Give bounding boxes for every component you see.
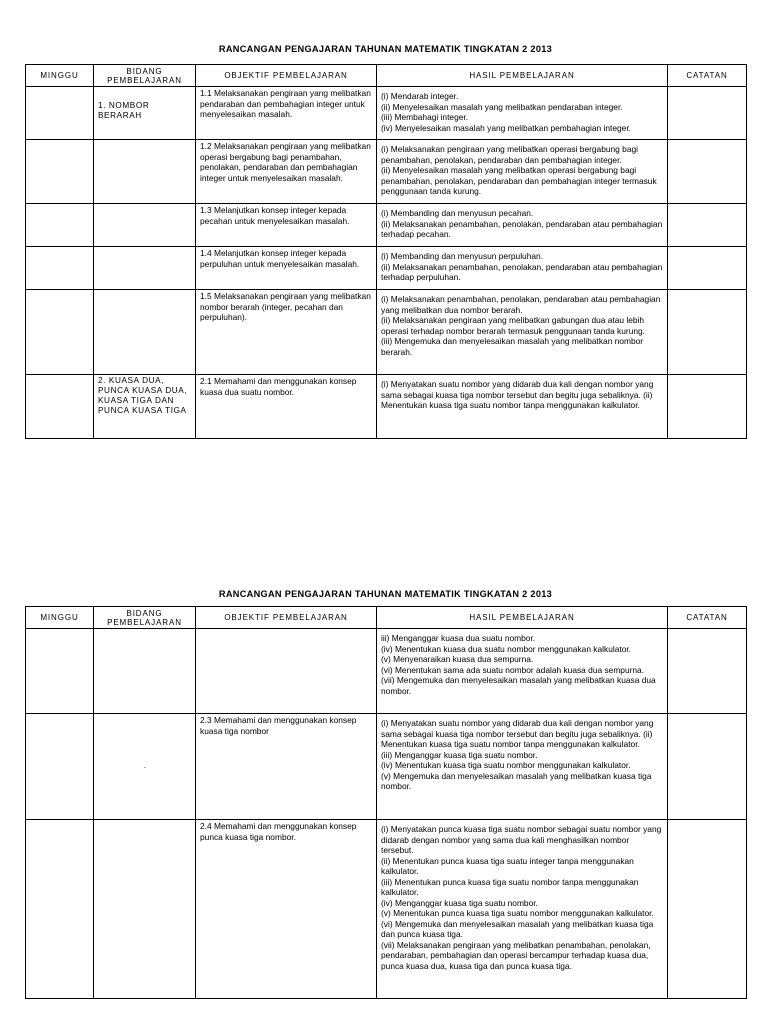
page-2 [25,587,746,999]
table-header-row [26,607,747,629]
hasil-cell: (i) Menyatakan suatu nombor yang didarab dua kali dengan nombor yang sama sebagai kuasa tiga nombor tersebut dan begitu juga sebaliknya. (ii) Menentukan kuasa tiga suatu nombor tanpa menggunakan kalkulator. [377,375,668,439]
table-row [26,204,747,247]
header-bidang: BIDANG PEMBELAJARAN [94,607,196,629]
catatan-cell [668,820,747,999]
hasil-cell: (i) Melaksanakan penambahan, penolakan, pendaraban atau pembahagian yang melibatkan dua nombor berarah. (ii) Melaksanakan pengiraan yang melibatkan gabungan dua atau lebih operasi terhadap nombor berarah termasuk penggunaan tanda kurung. (iii) Mengemuka dan menyelesaikan masalah yang melibatkan nombor berarah. [377,290,668,375]
minggu-cell [26,375,94,439]
table-row [26,629,747,714]
objektif-cell: 1.5 Melaksanakan pengiraan yang melibatkan nombor berarah (integer, pecahan dan perpuluhan). [196,290,377,375]
bidang-cell: 2. KUASA DUA, PUNCA KUASA DUA, KUASA TIGA DAN PUNCA KUASA TIGA [94,375,196,439]
header-bidang: BIDANG PEMBELAJARAN [94,65,196,87]
catatan-cell [668,87,747,140]
minggu-cell [26,87,94,140]
hasil-cell: iii) Menganggar kuasa dua suatu nombor. (iv) Menentukan kuasa dua suatu nombor menggunakan kalkulator. (v) Menyenaraikan kuasa dua sempurna. (vi) Menentukan sama ada suatu nombor adalah kuasa dua sempurna. (vii) Mengemuka dan menyelesaikan masalah yang melibatkan kuasa dua nombor. [377,629,668,714]
objektif-cell: 1.1 Melaksanakan pengiraan yang melibatkan pendaraban dan pembahagian integer untuk menyelesaikan masalah. [196,87,377,140]
bidang-cell [94,290,196,375]
bidang-cell [94,629,196,714]
dot-mark: . [143,761,147,771]
table-row [26,87,747,140]
minggu-cell [26,629,94,714]
table-row [26,714,747,820]
objektif-cell: 2.4 Memahami dan menggunakan konsep punca kuasa tiga nombor. [196,820,377,999]
table-row [26,375,747,439]
bidang-cell [94,714,196,820]
bidang-cell [94,247,196,290]
header-hasil: HASIL PEMBELAJARAN [377,607,668,629]
objektif-cell: 1.3 Melanjutkan konsep integer kepada pecahan untuk menyelesaikan masalah. [196,204,377,247]
bidang-cell [94,204,196,247]
header-minggu: MINGGU [26,65,94,87]
header-catatan: CATATAN [668,65,747,87]
hasil-cell: (i) Membanding dan menyusun perpuluhan. (ii) Melaksanakan penambahan, penolakan, pendaraban atau pembahagian terhadap perpuluhan. [377,247,668,290]
minggu-cell [26,714,94,820]
table-row [26,247,747,290]
page-2-table [25,606,747,999]
minggu-cell [26,820,94,999]
minggu-cell [26,247,94,290]
table-row [26,140,747,204]
table-row [26,290,747,375]
page-2-title: RANCANGAN PENGAJARAN TAHUNAN MATEMATIK TINGKATAN 2 2013 [218,589,553,599]
hasil-cell: (i) Menyatakan suatu nombor yang didarab dua kali dengan nombor yang sama sebagai kuasa tiga nombor tersebut dan begitu juga sebaliknya. (ii) Menentukan kuasa tiga suatu nombor tanpa menggunakan kalkulator. (iii) Menganggar kuasa tiga suatu nombor. (iv) Menentukan kuasa tiga suatu nombor menggunakan kalkulator. (v) Mengemuka dan menyelesaikan masalah yang melibatkan kuasa tiga nombor. [377,714,668,820]
table-header-row [26,65,747,87]
page-1 [25,42,746,439]
bidang-cell [94,140,196,204]
hasil-cell: (i) Mendarab integer. (ii) Menyelesaikan masalah yang melibatkan pendaraban integer. (iii) Membahagi integer. (iv) Menyelesaikan masalah yang melibatkan pembahagian integer. [377,87,668,140]
catatan-cell [668,290,747,375]
minggu-cell [26,204,94,247]
objektif-cell: 1.2 Melaksanakan pengiraan yang melibatkan operasi bergabung bagi penambahan, penolakan, pendaraban dan pembahagian integer untuk menyelesaikan masalah. [196,140,377,204]
objektif-cell [196,629,377,714]
header-objektif: OBJEKTIF PEMBELAJARAN [196,65,377,87]
bidang-cell [94,820,196,999]
catatan-cell [668,140,747,204]
header-minggu: MINGGU [26,607,94,629]
page-1-table [25,64,747,439]
objektif-cell: 2.1 Memahami dan menggunakan konsep kuasa dua suatu nombor. [196,375,377,439]
hasil-cell: (i) Membanding dan menyusun pecahan. (ii) Melaksanakan penambahan, penolakan, pendaraban atau pembahagian terhadap pecahan. [377,204,668,247]
header-catatan: CATATAN [668,607,747,629]
hasil-cell: (i) Melaksanakan pengiraan yang melibatkan operasi bergabung bagi penambahan, penolakan, pendaraban dan pembahagian integer. (ii) Menyelesaikan masalah yang melibatkan operasi bergabung bagi penambahan, penolakan, pendaraban dan pembahagian integer termasuk penggunaan tanda kurung. [377,140,668,204]
objektif-cell: 2.3 Memahami dan menggunakan konsep kuasa tiga nombor [196,714,377,820]
bidang-cell: 1. NOMBOR BERARAH [94,87,196,140]
minggu-cell [26,140,94,204]
header-hasil: HASIL PEMBELAJARAN [377,65,668,87]
header-objektif: OBJEKTIF PEMBELAJARAN [196,607,377,629]
hasil-cell: (i) Menyatakan punca kuasa tiga suatu nombor sebagai suatu nombor yang didarab dengan nombor yang sama dua kali menghasilkan nombor tersebut. (ii) Menentukan punca kuasa tiga suatu integer tanpa menggunakan kalkulator. (iii) Menentukan punca kuasa tiga suatu nombor tanpa menggunakan kalkulator. (iv) Menganggar kuasa tiga suatu nombor. (v) Menentukan punca kuasa tiga suatu nombor menggunakan kalkulator. (vi) Mengemuka dan menyelesaikan masalah yang melibatkan kuasa tiga dan punca kuasa tiga. (vii) Melaksanakan pengiraan yang melibatkan penambahan, penolakan, pendaraban, pembahagian dan operasi bercampur terhadap kuasa dua, punca kuasa dua, kuasa tiga dan punca kuasa tiga. [377,820,668,999]
catatan-cell [668,375,747,439]
objektif-cell: 1.4 Melanjutkan konsep integer kepada perpuluhan untuk menyelesaikan masalah. [196,247,377,290]
catatan-cell [668,629,747,714]
table-row [26,820,747,999]
catatan-cell [668,714,747,820]
catatan-cell [668,247,747,290]
minggu-cell [26,290,94,375]
catatan-cell [668,204,747,247]
page-1-title: RANCANGAN PENGAJARAN TAHUNAN MATEMATIK TINGKATAN 2 2013 [218,44,553,54]
